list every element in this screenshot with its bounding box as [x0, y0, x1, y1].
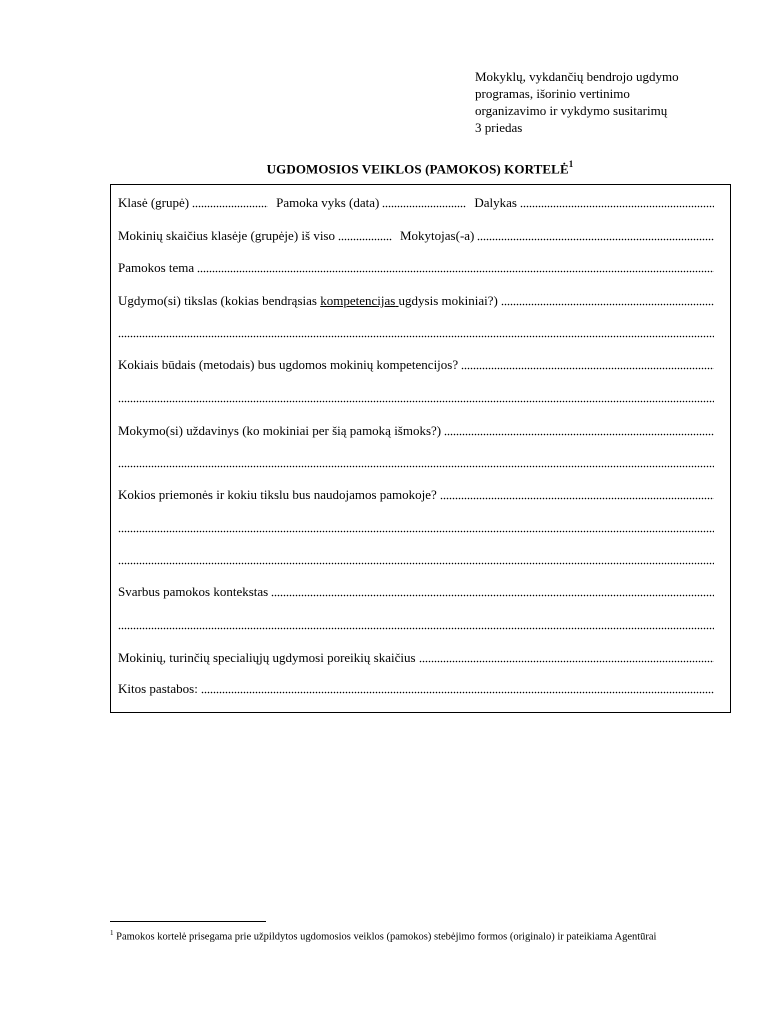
goal-field[interactable]	[501, 303, 714, 306]
footnote	[110, 926, 750, 945]
row-students-teacher	[118, 226, 714, 244]
row-methods	[118, 355, 714, 373]
row-context-continued	[118, 615, 714, 633]
special-needs-field[interactable]	[419, 660, 714, 663]
methods-label: Kokiais būdais (metodais) bus ugdomos mokinių kompetencijos?	[118, 357, 459, 372]
row-tools-continued-1	[118, 518, 714, 536]
goal-label-link: kompetencijas	[320, 293, 396, 308]
goal-label-end: ugdysis mokiniai?)	[398, 293, 498, 308]
students-field[interactable]	[338, 238, 392, 241]
title-footnote-mark: 1	[568, 159, 574, 169]
tools-field-line-3[interactable]	[118, 562, 714, 565]
annex-line-1: Mokyklų, vykdančių bendrojo ugdymo	[475, 69, 679, 84]
tools-label: Kokios priemonės ir kokiu tikslu bus naudojamos pamokoje?	[118, 487, 437, 502]
notes-field[interactable]	[201, 691, 714, 694]
subject-field[interactable]	[520, 205, 714, 208]
methods-field-line-2[interactable]	[118, 400, 714, 403]
row-methods-continued	[118, 388, 714, 406]
annex-line-4: 3 priedas	[475, 120, 523, 135]
row-task-continued	[118, 453, 714, 471]
task-field-line-2[interactable]	[118, 465, 714, 468]
tools-field[interactable]	[440, 497, 714, 500]
topic-field[interactable]	[197, 270, 714, 273]
topic-label: Pamokos tema	[118, 260, 195, 275]
row-topic	[118, 258, 714, 276]
class-label: Klasė (grupė)	[118, 195, 190, 210]
goal-label-start: Ugdymo(si) tikslas (kokias bendrąsias	[118, 293, 317, 308]
form-title-text: UGDOMOSIOS VEIKLOS (PAMOKOS) KORTELĖ	[266, 161, 569, 177]
annex-reference	[475, 68, 755, 136]
date-field[interactable]	[382, 205, 466, 208]
row-notes	[118, 679, 714, 697]
annex-line-3: organizavimo ir vykdymo susitarimų	[475, 103, 668, 118]
goal-field-line-2[interactable]	[118, 335, 714, 338]
date-label: Pamoka vyks (data)	[276, 195, 380, 210]
teacher-field[interactable]	[477, 238, 714, 241]
row-goal	[118, 291, 714, 309]
row-tools-continued-2	[118, 550, 714, 568]
context-field[interactable]	[271, 594, 714, 597]
form-title	[0, 160, 768, 177]
row-goal-continued	[118, 323, 714, 341]
context-label: Svarbus pamokos kontekstas	[118, 584, 269, 599]
footnote-separator	[110, 921, 266, 922]
special-needs-label: Mokinių, turinčių specialiųjų ugdymosi poreikių skaičius	[118, 650, 416, 665]
annex-line-2: programas, išorinio vertinimo	[475, 86, 630, 101]
students-label: Mokinių skaičius klasėje (grupėje) iš viso	[118, 228, 335, 243]
class-field[interactable]	[192, 205, 268, 208]
lesson-card	[110, 184, 731, 713]
row-class-date-subject	[118, 193, 714, 211]
subject-label: Dalykas	[474, 195, 517, 210]
context-field-line-2[interactable]	[118, 627, 714, 630]
footnote-mark: 1	[110, 929, 114, 937]
task-field[interactable]	[444, 433, 714, 436]
notes-label: Kitos pastabos:	[118, 681, 198, 696]
row-special-needs	[118, 648, 714, 666]
task-label: Mokymo(si) uždavinys (ko mokiniai per šią pamoką išmoks?)	[118, 423, 442, 438]
methods-field[interactable]	[461, 367, 714, 370]
tools-field-line-2[interactable]	[118, 530, 714, 533]
teacher-label: Mokytojas(-a)	[400, 228, 475, 243]
row-context	[118, 582, 714, 600]
footnote-text: Pamokos kortelė prisegama prie užpildytos ugdomosios veiklos (pamokos) stebėjimo formos (originalo) ir pateikiama Agentūrai	[116, 931, 657, 943]
row-tools	[118, 485, 714, 503]
row-task	[118, 421, 714, 439]
